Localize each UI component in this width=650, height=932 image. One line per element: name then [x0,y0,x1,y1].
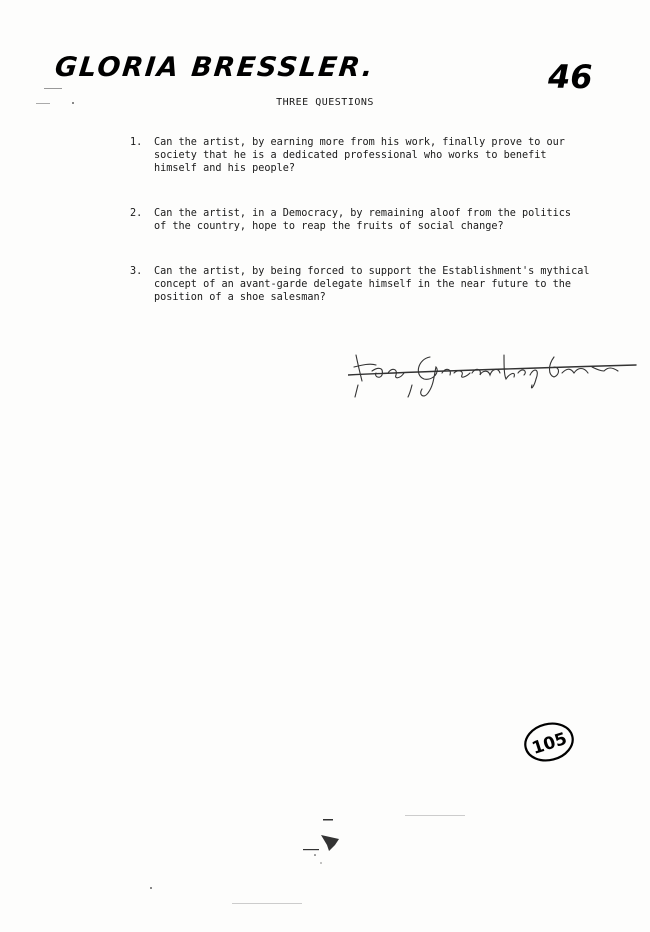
scan-artifact [150,887,152,889]
question-number: 3. [130,266,143,277]
scan-artifact [232,903,302,904]
circled-number-text: 105 [529,728,570,759]
author-name-handwritten: GLORIA BRESSLER. [53,52,377,83]
question-text: Can the artist, in a Democracy, by remaining aloof from the politics of the country, hope to reap the fruits of social change? [154,208,572,232]
question-text: Can the artist, by earning more from his work, finally prove to our society that he is a dedicated professional who works to benefit himself and his people? [154,137,565,174]
question-number: 1. [130,137,143,148]
question-number: 2. [130,208,143,219]
scan-artifact [44,88,62,89]
document-title: THREE QUESTIONS [276,97,374,108]
question-text: Can the artist, by being forced to support the Establishment's mythical concept of an avant-garde delegate himself in the near future to the position of a shoe salesman? [154,266,590,303]
scan-artifact [36,103,50,104]
ink-blot-mark [295,815,355,870]
scan-artifact [72,102,74,104]
page-number-handwritten: 46 [548,58,593,96]
scan-artifact [405,815,465,816]
signature [348,345,638,400]
circled-number [522,720,576,764]
